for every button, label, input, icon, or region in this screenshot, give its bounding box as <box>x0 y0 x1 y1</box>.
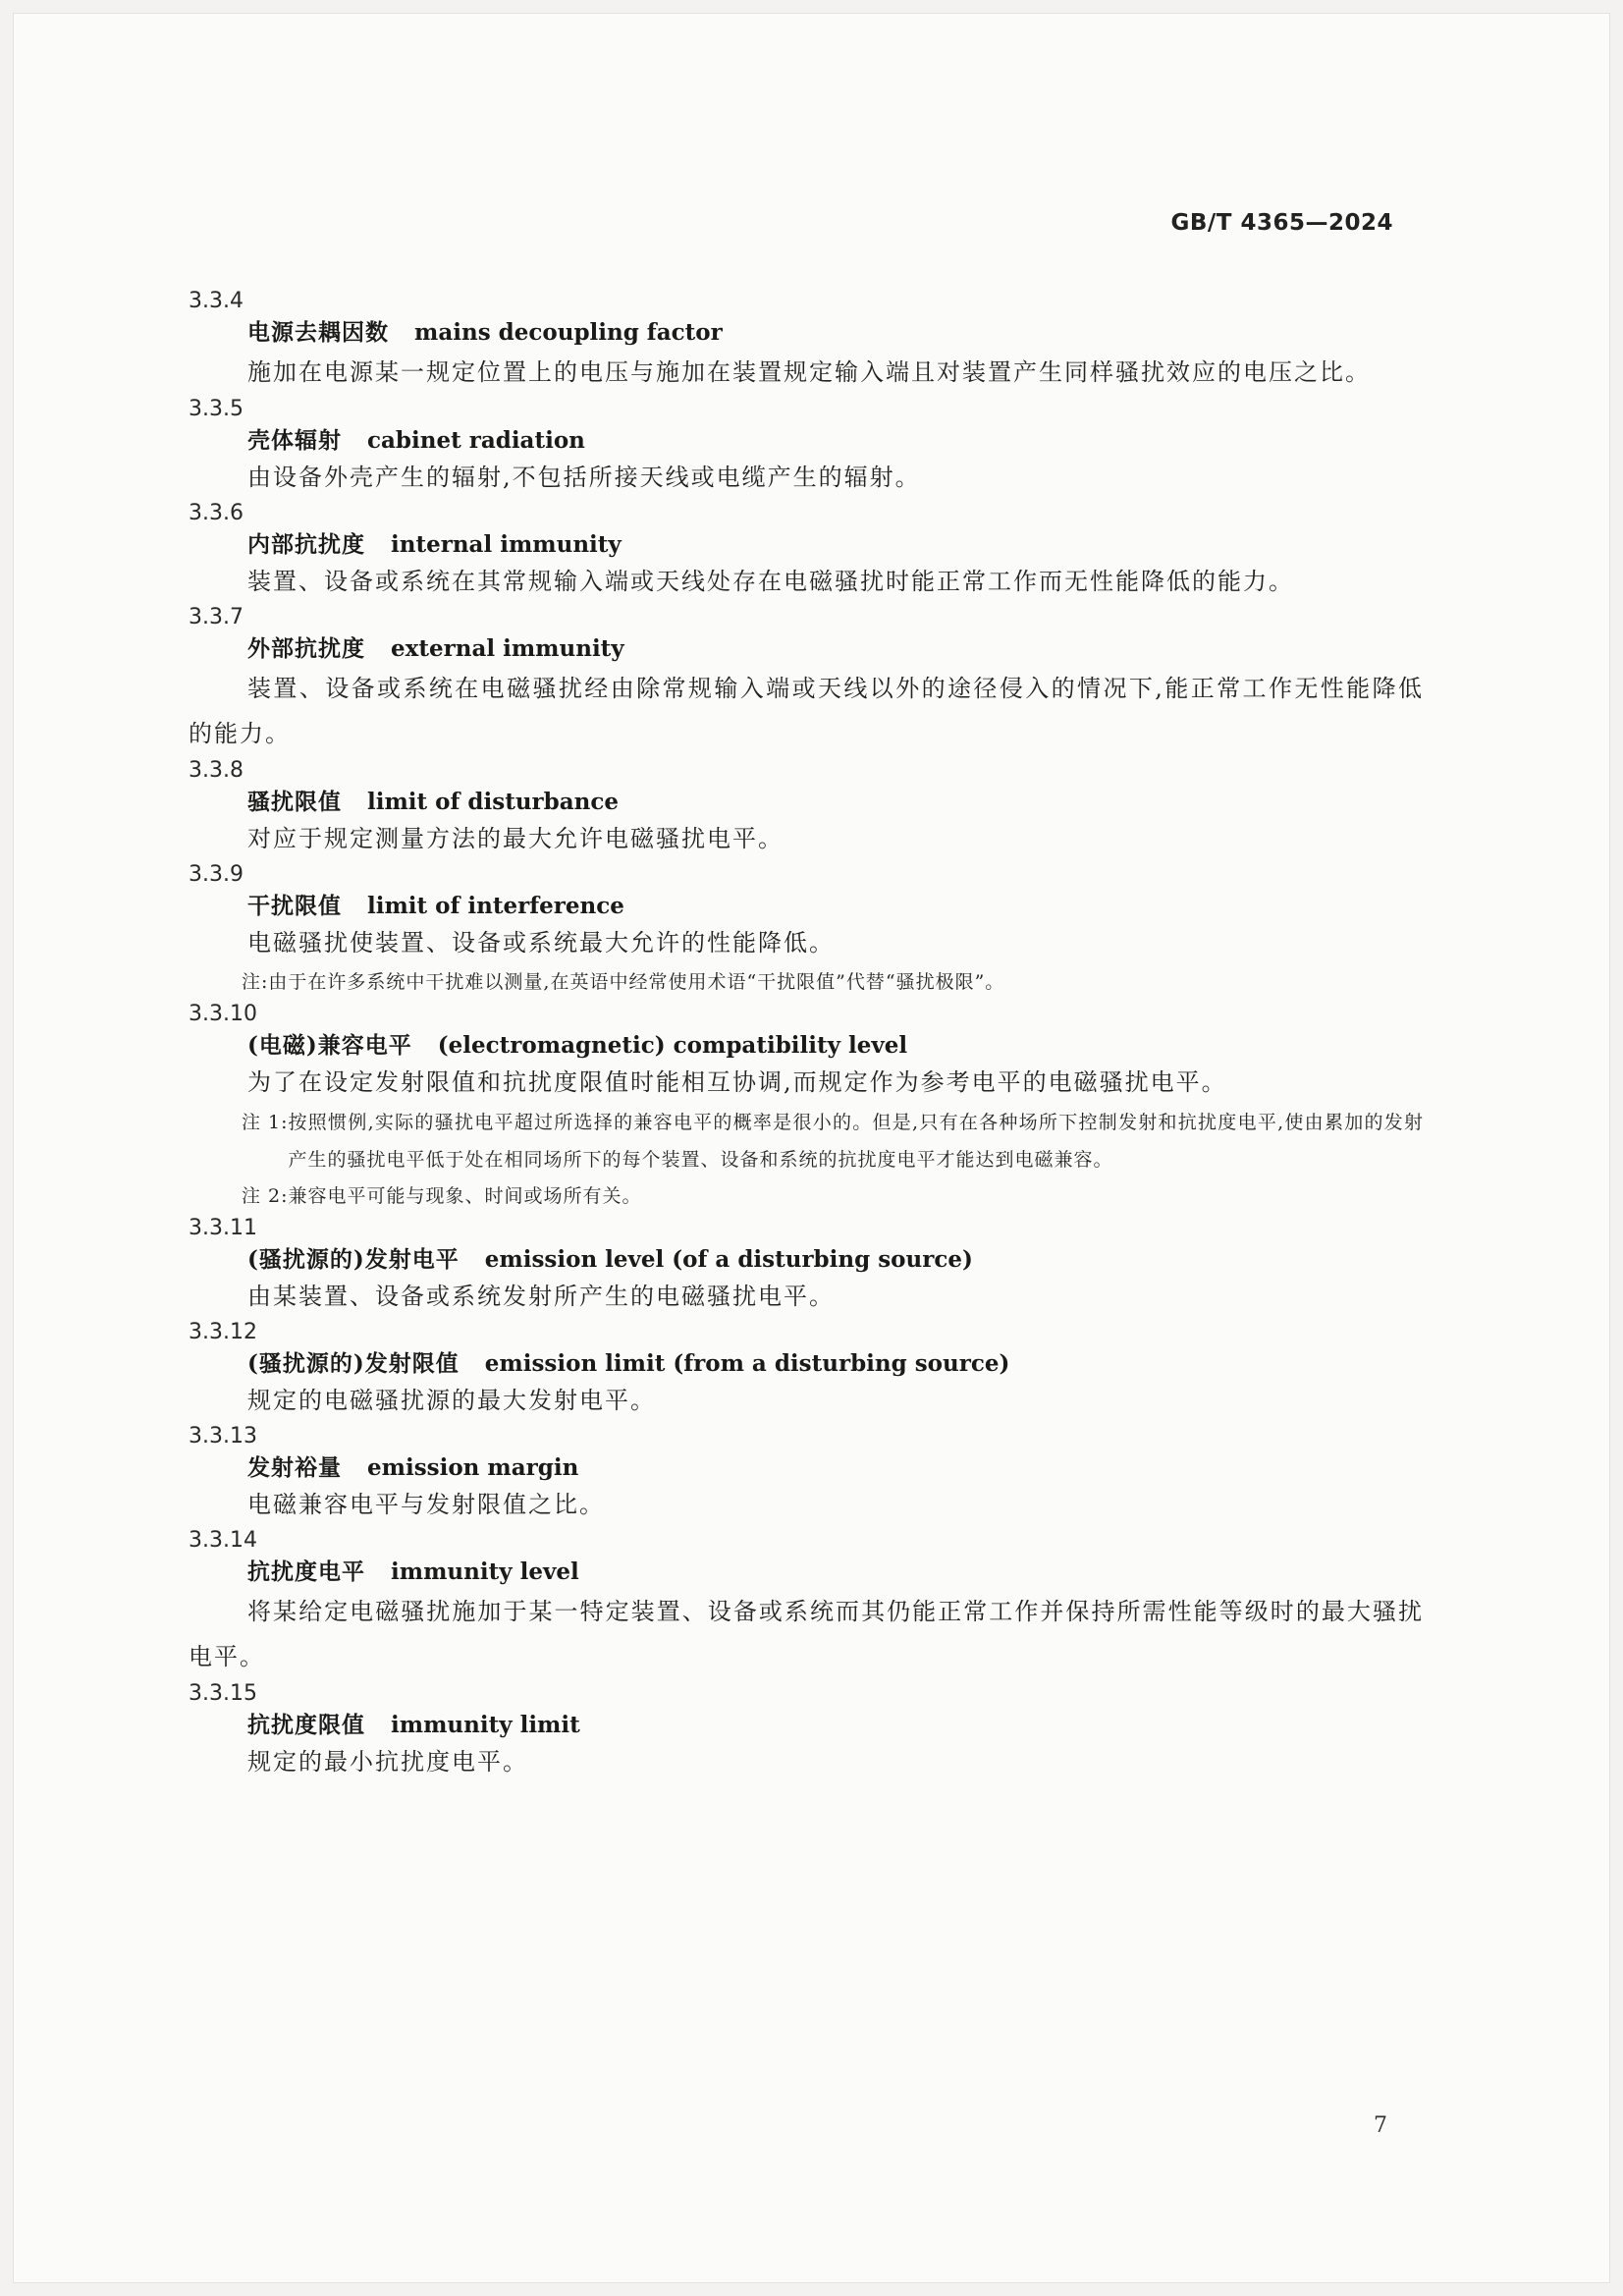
term-entry <box>189 1526 1424 1679</box>
term-en: limit of interference <box>367 893 624 919</box>
term-zh: 外部抗扰度 <box>247 635 365 662</box>
term-definition: 电磁兼容电平与发射限值之比。 <box>247 1491 605 1518</box>
term-en: emission limit (from a disturbing source) <box>484 1350 1010 1377</box>
term-zh: (骚扰源的)发射限值 <box>247 1350 460 1377</box>
term-definition: 装置、设备或系统在其常规输入端或天线处存在电磁骚扰时能正常工作而无性能降低的能力。 <box>247 568 1294 595</box>
term-definition: 电磁骚扰使装置、设备或系统最大允许的性能降低。 <box>247 929 835 957</box>
term-definition: 规定的最小抗扰度电平。 <box>247 1748 528 1776</box>
note-label: 注 1: <box>242 1112 289 1133</box>
term-title <box>189 424 1424 458</box>
term-zh: 电源去耦因数 <box>247 319 389 346</box>
term-en: cabinet radiation <box>367 427 585 454</box>
term-en: external immunity <box>391 635 624 662</box>
term-number: 3.3.5 <box>189 397 243 421</box>
term-title <box>189 632 1424 666</box>
term-note: 注:由于在许多系统中干扰难以测量,在英语中经常使用术语“干扰限值”代替“骚扰极限”。 <box>242 971 1005 993</box>
term-title <box>189 786 1424 819</box>
note-text: 按照惯例,实际的骚扰电平超过所选择的兼容电平的概率是很小的。但是,只有在各种场所下控制发射和抗扰度电平,使由累加的发射产生的骚扰电平低于处在相同场所下的每个装置、设备和系统的抗扰度电平才能达到电磁兼容。 <box>288 1112 1424 1171</box>
term-title <box>189 890 1424 923</box>
term-definition: 由设备外壳产生的辐射,不包括所接天线或电缆产生的辐射。 <box>247 464 921 491</box>
term-entry <box>189 1679 1424 1781</box>
term-zh: 内部抗扰度 <box>247 531 365 558</box>
term-en: emission margin <box>367 1454 579 1481</box>
term-entry <box>189 1318 1424 1420</box>
term-title <box>189 1556 1424 1589</box>
term-en: internal immunity <box>391 531 622 558</box>
term-entry <box>189 1422 1424 1524</box>
term-title <box>189 1029 1424 1063</box>
term-zh: (电磁)兼容电平 <box>247 1032 412 1059</box>
term-title <box>189 1451 1424 1485</box>
term-definition: 装置、设备或系统在电磁骚扰经由除常规输入端或天线以外的途径侵入的情况下,能正常工作无性能降低的能力。 <box>189 675 1424 747</box>
term-entry <box>189 499 1424 601</box>
term-definition: 施加在电源某一规定位置上的电压与施加在装置规定输入端且对装置产生同样骚扰效应的电压之比。 <box>247 358 1371 386</box>
term-title <box>189 1709 1424 1742</box>
term-note <box>189 1104 1424 1178</box>
term-definition: 由某装置、设备或系统发射所产生的电磁骚扰电平。 <box>247 1283 835 1310</box>
term-number: 3.3.6 <box>189 501 243 525</box>
term-title <box>189 1243 1424 1277</box>
term-definition: 将某给定电磁骚扰施加于某一特定装置、设备或系统而其仍能正常工作并保持所需性能等级时的最大骚扰电平。 <box>189 1598 1424 1670</box>
term-zh: (骚扰源的)发射电平 <box>247 1246 460 1273</box>
document-page <box>14 14 1609 2282</box>
term-title <box>189 316 1424 350</box>
term-entry <box>189 603 1424 756</box>
document-code: GB/T 4365—2024 <box>1170 210 1393 236</box>
term-number: 3.3.14 <box>189 1528 257 1553</box>
term-definition: 对应于规定测量方法的最大允许电磁骚扰电平。 <box>247 825 784 852</box>
term-zh: 抗扰度电平 <box>247 1558 365 1585</box>
term-definition: 规定的电磁骚扰源的最大发射电平。 <box>247 1387 656 1414</box>
term-title <box>189 528 1424 562</box>
term-entry <box>189 395 1424 497</box>
term-entry <box>189 860 1424 1000</box>
term-number: 3.3.11 <box>189 1216 257 1240</box>
term-number: 3.3.15 <box>189 1681 257 1706</box>
term-entry <box>189 756 1424 858</box>
term-zh: 抗扰度限值 <box>247 1712 365 1738</box>
term-number: 3.3.12 <box>189 1320 257 1344</box>
term-zh: 发射裕量 <box>247 1454 342 1481</box>
term-zh: 骚扰限值 <box>247 789 342 815</box>
term-en: limit of disturbance <box>367 789 619 815</box>
term-definition: 为了在设定发射限值和抗扰度限值时能相互协调,而规定作为参考电平的电磁骚扰电平。 <box>247 1068 1227 1096</box>
term-number: 3.3.4 <box>189 289 243 313</box>
term-number: 3.3.7 <box>189 605 243 629</box>
term-zh: 壳体辐射 <box>247 427 342 454</box>
term-zh: 干扰限值 <box>247 893 342 919</box>
term-en: immunity limit <box>391 1712 580 1738</box>
term-entry <box>189 287 1424 395</box>
term-entry <box>189 1000 1424 1214</box>
term-entry <box>189 1214 1424 1316</box>
term-en: (electromagnetic) compatibility level <box>437 1032 908 1059</box>
terms-section <box>189 287 1424 1783</box>
term-note: 注 2:兼容电平可能与现象、时间或场所有关。 <box>242 1185 642 1207</box>
term-en: immunity level <box>391 1558 579 1585</box>
page-number: 7 <box>1374 2113 1387 2138</box>
term-title <box>189 1347 1424 1381</box>
term-number: 3.3.13 <box>189 1424 257 1449</box>
term-en: mains decoupling factor <box>414 319 723 346</box>
term-number: 3.3.8 <box>189 758 243 783</box>
term-number: 3.3.9 <box>189 862 243 887</box>
term-en: emission level (of a disturbing source) <box>484 1246 973 1273</box>
term-number: 3.3.10 <box>189 1002 257 1026</box>
